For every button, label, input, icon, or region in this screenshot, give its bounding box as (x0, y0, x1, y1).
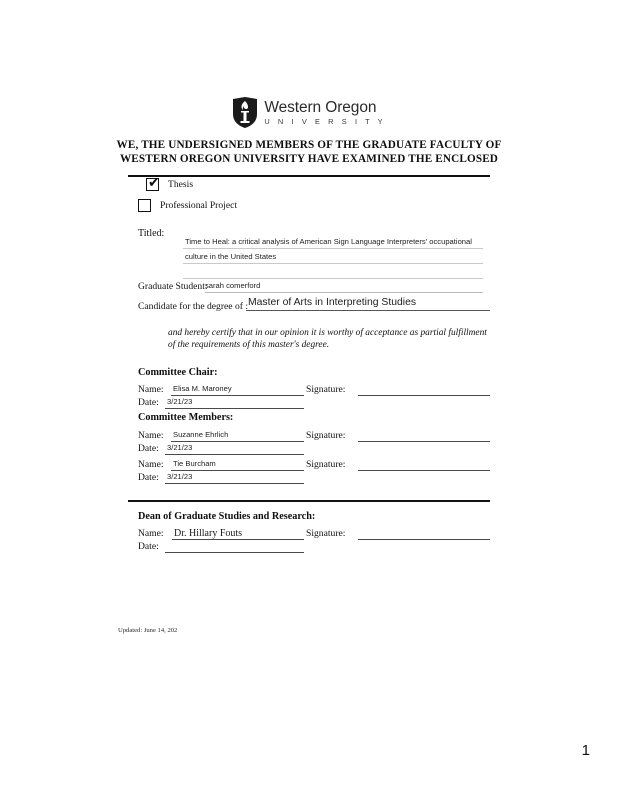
committee-chair-row (0, 384, 618, 414)
chair-signature-label: Signature: (306, 384, 346, 395)
dean-date-field[interactable] (165, 541, 304, 553)
certification-statement: and hereby certify that in our opinion it is worthy of acceptance as partial fulfillment of the requirements of this master's degree. (168, 328, 487, 351)
dean-signature-field[interactable] (358, 528, 490, 540)
chair-name-label: Name: (138, 384, 164, 395)
member-1-name-label: Name: (138, 430, 164, 441)
title-line-1[interactable]: Time to Heal: a critical analysis of American Sign Language Interpreters' occupational (183, 234, 483, 249)
member-2-name-label: Name: (138, 459, 164, 470)
degree-field[interactable]: Master of Arts in Interpreting Studies (246, 297, 490, 311)
member-2-date-label: Date: (138, 472, 159, 483)
member-1-signature-label: Signature: (306, 430, 346, 441)
chair-date-label: Date: (138, 397, 159, 408)
checkbox-professional-project[interactable] (138, 199, 151, 212)
logo-subtitle: U N I V E R S I T Y (264, 117, 386, 127)
committee-member-row (0, 459, 618, 489)
footer-updated-text: Updated: June 14, 202 (118, 627, 178, 634)
member-2-signature-label: Signature: (306, 459, 346, 470)
title-line-3[interactable] (183, 264, 483, 279)
member-1-date-label: Date: (138, 443, 159, 454)
checkbox-label-thesis: Thesis (168, 179, 194, 190)
checkbox-thesis[interactable] (146, 175, 160, 191)
dean-row (0, 528, 618, 558)
page-title-line-2: WESTERN OREGON UNIVERSITY HAVE EXAMINED THE ENCLOSED (119, 152, 499, 165)
member-1-name-field[interactable]: Suzanne Ehrlich (171, 430, 304, 442)
header-divider (128, 175, 490, 177)
shield-torch-icon (232, 97, 258, 128)
page-title (78, 139, 540, 166)
member-2-signature-field[interactable] (358, 459, 490, 471)
section-heading-dean: Dean of Graduate Studies and Research: (138, 511, 316, 522)
dean-date-label: Date: (138, 541, 159, 552)
page-number: 1 (581, 742, 590, 759)
dean-section-divider (128, 500, 490, 502)
member-1-date-field[interactable]: 3/21/23 (165, 443, 304, 455)
graduate-student-field[interactable]: sarah comerford (205, 281, 483, 293)
member-2-date-field[interactable]: 3/21/23 (165, 472, 304, 484)
logo-title: Western Oregon (264, 98, 377, 116)
check-mark-icon: ✔ (148, 175, 160, 191)
title-line-2[interactable]: culture in the United States (183, 249, 483, 264)
member-2-name-field[interactable]: Tie Burcham (171, 459, 304, 471)
member-1-signature-field[interactable] (358, 430, 490, 442)
committee-member-row (0, 430, 618, 460)
degree-label: Candidate for the degree of : (138, 301, 249, 312)
page-title-line-1: WE, THE UNDERSIGNED MEMBERS OF THE GRADUATE FACULTY OF (116, 139, 502, 151)
checkbox-row-professional-project[interactable] (138, 199, 237, 212)
title-field-group (183, 234, 483, 279)
section-heading-committee-members: Committee Members: (138, 412, 234, 423)
dean-name-label: Name: (138, 528, 164, 539)
dean-signature-label: Signature: (306, 528, 346, 539)
section-heading-committee-chair: Committee Chair: (138, 367, 218, 378)
checkbox-row-thesis[interactable] (146, 175, 194, 191)
graduate-student-label: Graduate Student: (138, 281, 208, 292)
chair-signature-field[interactable] (358, 384, 490, 396)
university-logo (0, 97, 618, 128)
chair-date-field[interactable]: 3/21/23 (165, 397, 304, 409)
titled-label: Titled: (138, 228, 165, 239)
chair-name-field[interactable]: Elisa M. Maroney (171, 384, 304, 396)
checkbox-label-professional-project: Professional Project (160, 200, 238, 211)
dean-name-field[interactable]: Dr. Hillary Fouts (172, 528, 304, 540)
